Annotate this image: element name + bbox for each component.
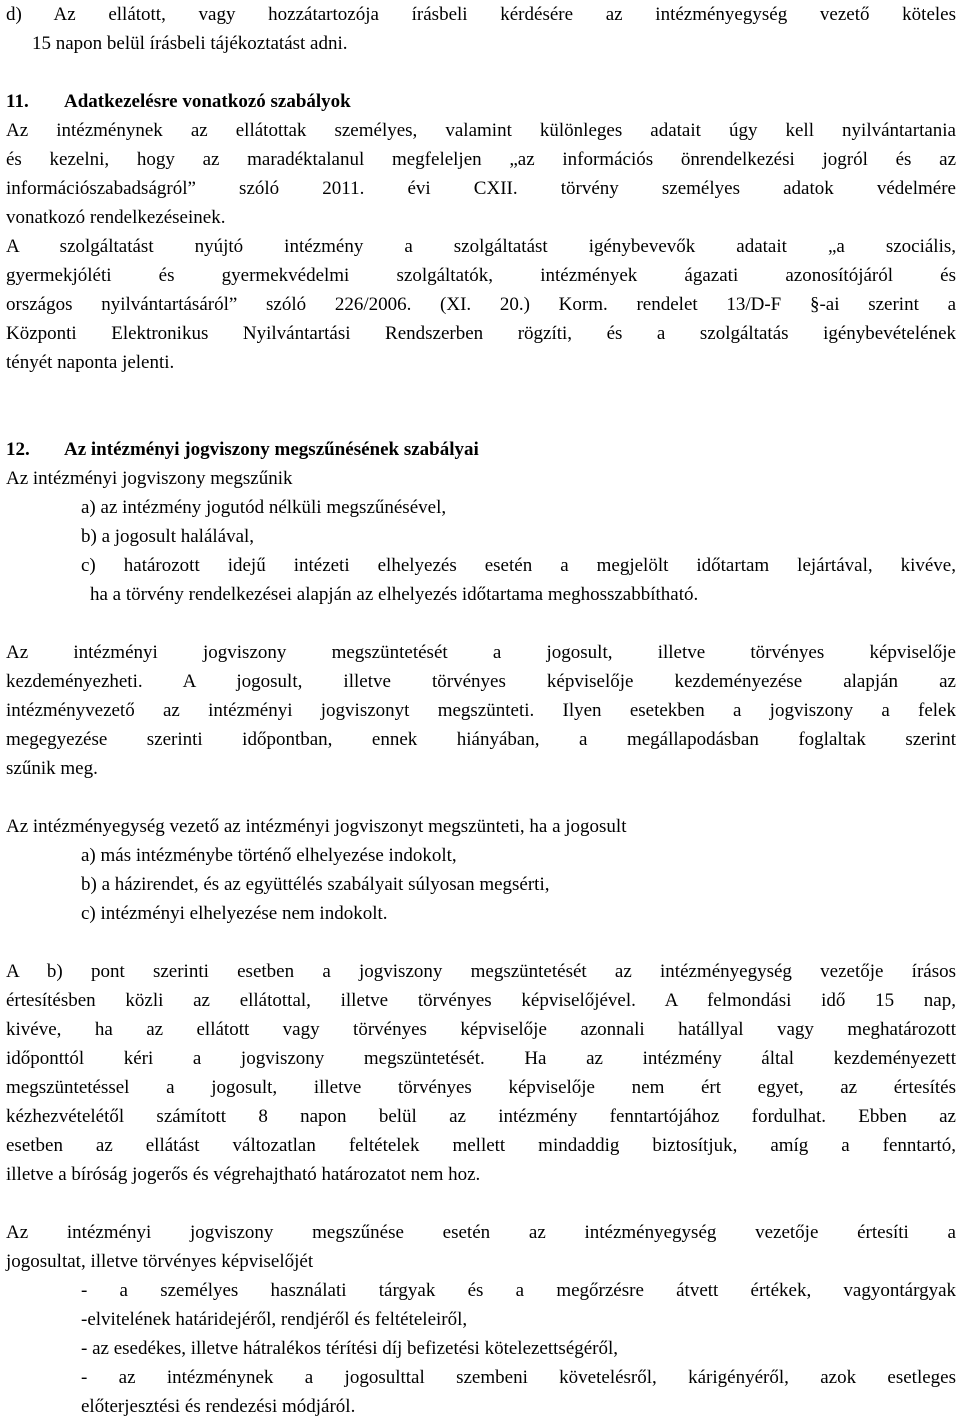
section-11-heading	[6, 87, 956, 116]
section-12-p2-line-5: megszüntetéssel a jogosult, illetve törvényes képviselője nem ért egyet, az értesítés	[6, 1077, 956, 1098]
section-12-p3-line-1: Az intézményi jogviszony megszűnése esetén az intézményegység vezetője értesíti a	[6, 1222, 956, 1243]
section-12-p2-line-8: illetve a bíróság jogerős és végrehajtható határozatot nem hoz.	[6, 1164, 481, 1185]
spacer	[6, 783, 956, 812]
section-12-list3-item-1-cont: -elvitelének határidejéről, rendjéről és feltételeiről,	[81, 1309, 468, 1330]
item-d-line-1: d) Az ellátott, vagy hozzátartozója írásbeli kérdésére az intézményegység vezető köteles	[6, 4, 956, 25]
section-12-list3-item-1: - a személyes használati tárgyak és a megőrzésre átvett értékek, vagyontárgyak	[81, 1280, 956, 1301]
spacer	[6, 609, 956, 638]
section-12-p3-line-2: jogosultat, illetve törvényes képviselőjét	[6, 1251, 314, 1272]
section-12-list2-item-a: a) más intézménybe történő elhelyezése indokolt,	[81, 845, 457, 866]
section-12-list2-item-c: c) intézményi elhelyezése nem indokolt.	[81, 903, 388, 924]
spacer	[6, 1189, 956, 1218]
section-12-p2-line-4: időponttól kéri a jogviszony megszüntetését. Ha az intézmény által kezdeményezett	[6, 1048, 956, 1069]
section-11-p2-line-1: A szolgáltatást nyújtó intézmény a szolgáltatást igénybevevők adatait „a szociális,	[6, 236, 956, 257]
document-page	[6, 0, 956, 1421]
spacer	[6, 58, 956, 87]
section-12-list3-item-3-cont: előterjesztési és rendezési módjáról.	[81, 1396, 356, 1417]
section-12-p2-line-2: értesítésben közli az ellátottal, illetve törvényes képviselőjével. A felmondási idő 15 nap,	[6, 990, 956, 1011]
section-12-p2-line-1: A b) pont szerinti esetben a jogviszony megszüntetését az intézményegység vezetője írásos	[6, 961, 956, 982]
section-12-list1-item-c-cont: ha a törvény rendelkezései alapján az elhelyezés időtartama meghosszabbítható.	[90, 584, 699, 605]
section-12-p1-line-3: intézményvezető az intézményi jogviszonyt megszünteti. Ilyen esetekben a jogviszony a felek	[6, 700, 956, 721]
section-12-p1-line-2: kezdeményezheti. A jogosult, illetve törvényes képviselője kezdeményezése alapján az	[6, 671, 956, 692]
section-12-title: Az intézményi jogviszony megszűnésének szabályai	[64, 439, 479, 460]
section-12-p2-line-7: esetben az ellátást változatlan feltételek mellett mindaddig biztosítjuk, amíg a fenntartó,	[6, 1135, 956, 1156]
section-11-p1-line-1: Az intézménynek az ellátottak személyes, valamint különleges adatait úgy kell nyilvántartania	[6, 120, 956, 141]
section-11-p2-line-4: Központi Elektronikus Nyilvántartási Rendszerben rögzíti, és a szolgáltatás igénybevételének	[6, 323, 956, 344]
section-12-list1-item-b: b) a jogosult halálával,	[81, 526, 255, 547]
section-11-number: 11.	[6, 91, 29, 112]
spacer	[6, 377, 956, 406]
section-11-p1-line-4: vonatkozó rendelkezéseinek.	[6, 207, 226, 228]
section-12-number: 12.	[6, 439, 30, 460]
section-12-list1-item-a: a) az intézmény jogutód nélküli megszűnésével,	[81, 497, 447, 518]
section-12-list3-item-2: - az esedékes, illetve hátralékos térítési díj befizetési kötelezettségéről,	[81, 1338, 619, 1359]
section-12-p2-line-3: kivéve, ha az ellátott vagy törvényes képviselője azonnali hatállyal vagy meghatározott	[6, 1019, 956, 1040]
spacer	[6, 406, 956, 435]
section-12-list1-item-c: c) határozott idejű intézeti elhelyezés esetén a megjelölt időtartam lejártával, kivéve,	[81, 555, 956, 576]
section-11-p2-line-5: tényét naponta jelenti.	[6, 352, 175, 373]
section-12-list2-item-b: b) a házirendet, és az együttélés szabályait súlyosan megsérti,	[81, 874, 550, 895]
section-12-list3-item-3: - az intézménynek a jogosulttal szembeni követelésről, kárigényéről, azok esetleges	[81, 1367, 956, 1388]
section-12-heading	[6, 435, 956, 464]
section-12-intro2: Az intézményegység vezető az intézményi jogviszonyt megszünteti, ha a jogosult	[6, 816, 627, 837]
spacer	[6, 928, 956, 957]
section-11-p1-line-2: és kezelni, hogy az maradéktalanul megfeleljen „az információs önrendelkezési jogról és az	[6, 149, 956, 170]
section-12-p1-line-5: szűnik meg.	[6, 758, 98, 779]
item-d-line-2: 15 napon belül írásbeli tájékoztatást adni.	[32, 33, 348, 54]
section-11-p1-line-3: információszabadságról” szóló 2011. évi CXII. törvény személyes adatok védelmére	[6, 178, 956, 199]
section-11-p2-line-2: gyermekjóléti és gyermekvédelmi szolgáltatók, intézmények ágazati azonosítójáról és	[6, 265, 956, 286]
section-12-intro: Az intézményi jogviszony megszűnik	[6, 468, 293, 489]
section-12-p1-line-4: megegyezése szerinti időpontban, ennek hiányában, a megállapodásban foglaltak szerint	[6, 729, 956, 750]
section-12-p2-line-6: kézhezvételétől számított 8 napon belül az intézmény fenntartójához fordulhat. Ebben az	[6, 1106, 956, 1127]
section-11-p2-line-3: országos nyilvántartásáról” szóló 226/2006. (XI. 20.) Korm. rendelet 13/D-F §-ai szerint a	[6, 294, 956, 315]
section-12-p1-line-1: Az intézményi jogviszony megszüntetését a jogosult, illetve törvényes képviselője	[6, 642, 956, 663]
section-11-title: Adatkezelésre vonatkozó szabályok	[64, 91, 351, 112]
